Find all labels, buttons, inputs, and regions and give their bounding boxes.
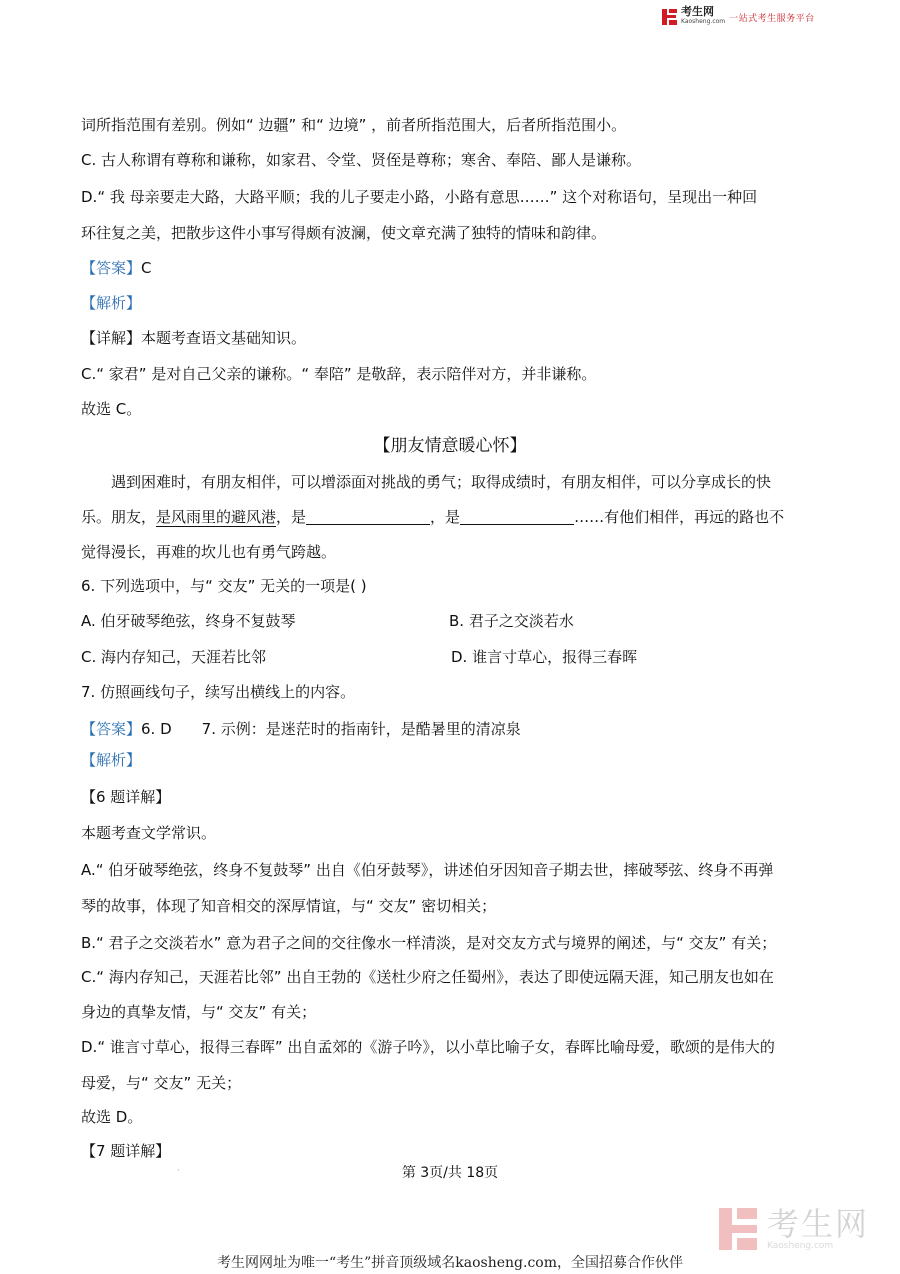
answer-line-2	[81, 719, 521, 739]
detail-a-line-1: A.“ 伯牙破琴绝弦，终身不复鼓琴” 出自《伯牙鼓琴》，讲述伯牙因知音子期去世，摔破琴弦、终身不再弹	[81, 861, 774, 879]
passage-text: 乐。朋友，	[81, 508, 157, 526]
section-title: 【朋友情意暖心怀】	[373, 436, 527, 456]
option-c: C. 古人称谓有尊称和谦称，如家君、令堂、贤侄是尊称；寒舍、奉陪、鄙人是谦称。	[81, 151, 642, 169]
q6-option-c: C. 海内存知己，天涯若比邻	[81, 648, 267, 666]
q6-detail-title: 【6 题详解】	[81, 788, 171, 806]
question-7-stem: 7. 仿照画线句子，续写出横线上的内容。	[81, 683, 356, 701]
fill-blank-2	[460, 508, 574, 525]
explanation-line: C.“ 家君” 是对自己父亲的谦称。“ 奉陪” 是敬辞，表示陪伴对方，并非谦称。	[81, 365, 597, 383]
watermark-logo-icon	[715, 1206, 761, 1252]
passage-text: ，是	[276, 508, 307, 526]
passage-line-3: 觉得漫长，再难的坎儿也有勇气跨越。	[81, 543, 337, 561]
detail-d-line-2: 母爱，与“ 交友” 无关；	[81, 1074, 242, 1092]
text-line: 词所指范围有差别。例如“ 边疆” 和“ 边境” ，前者所指范围大，后者所指范围小。	[81, 116, 627, 134]
detail-d-line-1: D.“ 谁言寸草心，报得三春晖” 出自孟郊的《游子吟》，以小草比喻子女，春晖比喻母爱，歌颂的是伟大的	[81, 1038, 775, 1056]
answer-line	[81, 258, 152, 278]
option-d: D.“ 我 母亲要走大路，大路平顺；我的儿子要走小路，小路有意思……” 这个对称语句，呈现出一种回	[81, 188, 758, 206]
underlined-sentence: 是风雨里的避风港	[156, 508, 277, 526]
footer-dot: ·	[177, 1166, 180, 1175]
detail-conclusion: 故选 D。	[81, 1108, 143, 1126]
watermark-cn: 考生网	[767, 1205, 870, 1243]
answer-tag: 【答案】	[81, 259, 142, 277]
q6-option-b: B. 君子之交淡若水	[449, 612, 574, 630]
header-logo	[660, 7, 815, 27]
passage-line-2	[81, 507, 784, 527]
passage-line-1: 遇到困难时，有朋友相伴，可以增添面对挑战的勇气；取得成绩时，有朋友相伴，可以分享成长的快	[111, 473, 772, 491]
footer-notice: 考生网网址为唯一“考生”拼音顶级域名kaosheng.com，全国招募合作伙伴	[216, 1255, 684, 1271]
detail-b-line: B.“ 君子之交淡若水” 意为君子之间的交往像水一样清淡，是对交友方式与境界的阐述，与“ 交友” 有关；	[81, 934, 777, 952]
conclusion-line: 故选 C。	[81, 400, 142, 418]
watermark	[715, 1206, 869, 1252]
logo-cn: 考生网	[681, 5, 714, 18]
fill-blank-1	[306, 508, 430, 525]
logo-en: Kaosheng.com	[681, 18, 726, 25]
page-number: 第 3页/共 18页	[401, 1165, 499, 1181]
answer-6: 6. D	[141, 720, 172, 738]
analysis-tag-2: 【解析】	[81, 751, 142, 769]
detail-c-line-2: 身边的真挚友情，与“ 交友” 有关；	[81, 1003, 317, 1021]
q7-detail-title: 【7 题详解】	[81, 1142, 171, 1160]
q6-detail-intro: 本题考查文学常识。	[81, 824, 217, 842]
passage-text: ，是	[430, 508, 461, 526]
answer-7: 7. 示例：是迷茫时的指南针，是酷暑里的清凉泉	[201, 720, 521, 738]
option-d-cont: 环往复之美，把散步这件小事写得颇有波澜，使文章充满了独特的情味和韵律。	[81, 224, 607, 242]
question-6-stem: 6. 下列选项中，与“ 交友” 无关的一项是( )	[81, 577, 367, 595]
answer-value: C	[141, 259, 152, 277]
watermark-en: Kaosheng.com	[767, 1241, 834, 1251]
logo-slogan: 一站式考生服务平台	[729, 13, 815, 24]
passage-text: ……有他们相伴，再远的路也不	[574, 508, 785, 526]
logo-icon	[660, 8, 678, 26]
q6-option-d: D. 谁言寸草心，报得三春晖	[451, 648, 638, 666]
detail-c-line-1: C.“ 海内存知己，天涯若比邻” 出自王勃的《送杜少府之任蜀州》，表达了即使远隔天涯，知己朋友也如在	[81, 968, 774, 986]
detail-line: 【详解】本题考查语文基础知识。	[81, 329, 307, 347]
detail-a-line-2: 琴的故事，体现了知音相交的深厚情谊，与“ 交友” 密切相关；	[81, 897, 497, 915]
analysis-tag: 【解析】	[81, 294, 142, 312]
answer-tag: 【答案】	[81, 720, 142, 738]
q6-option-a: A. 伯牙破琴绝弦，终身不复鼓琴	[81, 612, 296, 630]
